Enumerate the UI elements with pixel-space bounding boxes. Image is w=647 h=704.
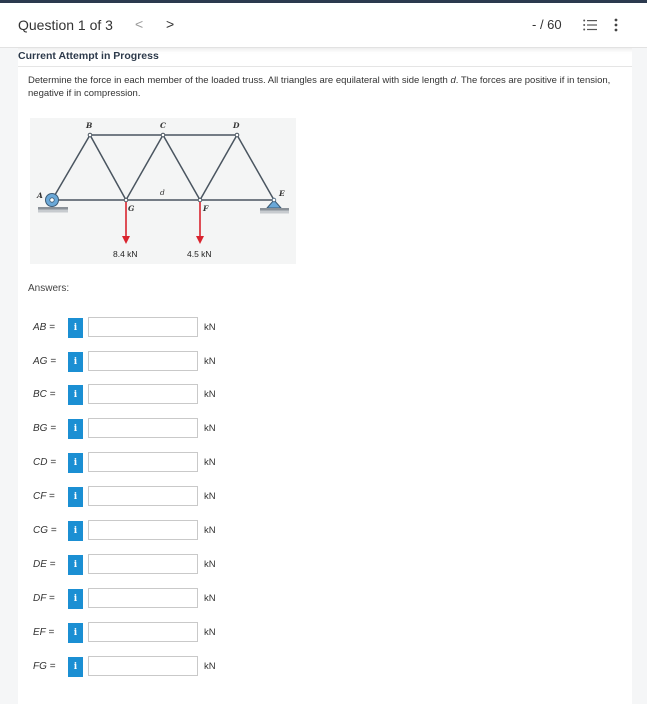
answer-row-cf	[28, 486, 268, 508]
more-options-icon[interactable]	[614, 18, 618, 32]
member-df	[200, 135, 237, 200]
unit-label: kN	[204, 627, 216, 638]
problem-text-before: Determine the force in each member of the loaded truss. All triangles are equilateral with side length	[28, 75, 451, 86]
node-label-a: A	[37, 191, 43, 200]
problem-statement	[28, 74, 618, 100]
node-label-c: C	[160, 121, 166, 130]
question-header	[0, 3, 647, 48]
answer-input-df[interactable]	[88, 588, 198, 608]
unit-label: kN	[204, 356, 216, 367]
answer-input-bc[interactable]	[88, 384, 198, 404]
node-label-b: B	[86, 121, 93, 130]
answer-label: DF =	[33, 593, 55, 604]
attempt-status: Current Attempt in Progress	[18, 50, 159, 62]
unit-label: kN	[204, 525, 216, 536]
answer-label: EF =	[33, 627, 55, 638]
answer-row-de	[28, 554, 268, 576]
node-label-d: D	[233, 121, 240, 130]
answer-label: AB =	[33, 322, 55, 333]
answer-label: CG =	[33, 525, 57, 536]
answer-input-bg[interactable]	[88, 418, 198, 438]
unit-label: kN	[204, 491, 216, 502]
info-icon[interactable]: i	[68, 318, 83, 338]
problem-text-after: . The forces are positive if in tension, negative if in compression.	[28, 75, 611, 99]
info-icon[interactable]: i	[68, 487, 83, 507]
left-gutter	[0, 48, 18, 704]
right-gutter	[632, 48, 647, 704]
answer-label: DE =	[33, 559, 56, 570]
answer-input-cg[interactable]	[88, 520, 198, 540]
answer-input-ef[interactable]	[88, 622, 198, 642]
answer-row-cd	[28, 452, 268, 474]
answer-row-cg	[28, 520, 268, 542]
score-display: - / 60	[532, 17, 562, 32]
member-de	[237, 135, 274, 200]
info-icon[interactable]: i	[68, 657, 83, 677]
node-label-e: E	[279, 189, 285, 198]
divider	[18, 66, 632, 67]
answer-label: BG =	[33, 423, 57, 434]
next-question-button[interactable]: >	[166, 16, 175, 32]
info-icon[interactable]: i	[68, 419, 83, 439]
answer-label: CD =	[33, 457, 57, 468]
info-icon[interactable]: i	[68, 352, 83, 372]
unit-label: kN	[204, 322, 216, 333]
unit-label: kN	[204, 593, 216, 604]
answer-row-ag	[28, 351, 268, 373]
member-cg	[126, 135, 163, 200]
answer-row-bc	[28, 384, 268, 406]
question-list-icon[interactable]	[583, 19, 597, 31]
node-label-g: G	[128, 204, 135, 213]
unit-label: kN	[204, 457, 216, 468]
info-icon[interactable]: i	[68, 623, 83, 643]
info-icon[interactable]: i	[68, 385, 83, 405]
answer-input-de[interactable]	[88, 554, 198, 574]
previous-question-button[interactable]: <	[135, 16, 144, 32]
answer-input-ag[interactable]	[88, 351, 198, 371]
answer-label: BC =	[33, 389, 56, 400]
member-ab	[52, 135, 90, 200]
load-label-f: 4.5 kN	[187, 249, 212, 259]
question-title: Question 1 of 3	[18, 17, 113, 33]
truss-diagram	[30, 118, 296, 264]
answer-input-cd[interactable]	[88, 452, 198, 472]
info-icon[interactable]: i	[68, 521, 83, 541]
answer-input-ab[interactable]	[88, 317, 198, 337]
node-label-f: F	[203, 204, 209, 213]
side-length-label: d	[160, 188, 165, 197]
truss-figure	[30, 118, 296, 264]
member-bg	[90, 135, 126, 200]
load-label-g: 8.4 kN	[113, 249, 138, 259]
answer-row-ab	[28, 317, 268, 339]
answers-label: Answers:	[28, 283, 70, 294]
unit-label: kN	[204, 423, 216, 434]
info-icon[interactable]: i	[68, 555, 83, 575]
answer-input-cf[interactable]	[88, 486, 198, 506]
answer-label: FG =	[33, 661, 56, 672]
unit-label: kN	[204, 559, 216, 570]
answer-row-fg	[28, 656, 268, 678]
answer-row-bg	[28, 418, 268, 440]
info-icon[interactable]: i	[68, 453, 83, 473]
answer-row-ef	[28, 622, 268, 644]
member-cf	[163, 135, 200, 200]
unit-label: kN	[204, 661, 216, 672]
problem-side-variable: d	[450, 75, 456, 86]
unit-label: kN	[204, 389, 216, 400]
info-icon[interactable]: i	[68, 589, 83, 609]
answer-row-df	[28, 588, 268, 610]
answer-label: CF =	[33, 491, 55, 502]
answer-input-fg[interactable]	[88, 656, 198, 676]
answer-label: AG =	[33, 356, 57, 367]
